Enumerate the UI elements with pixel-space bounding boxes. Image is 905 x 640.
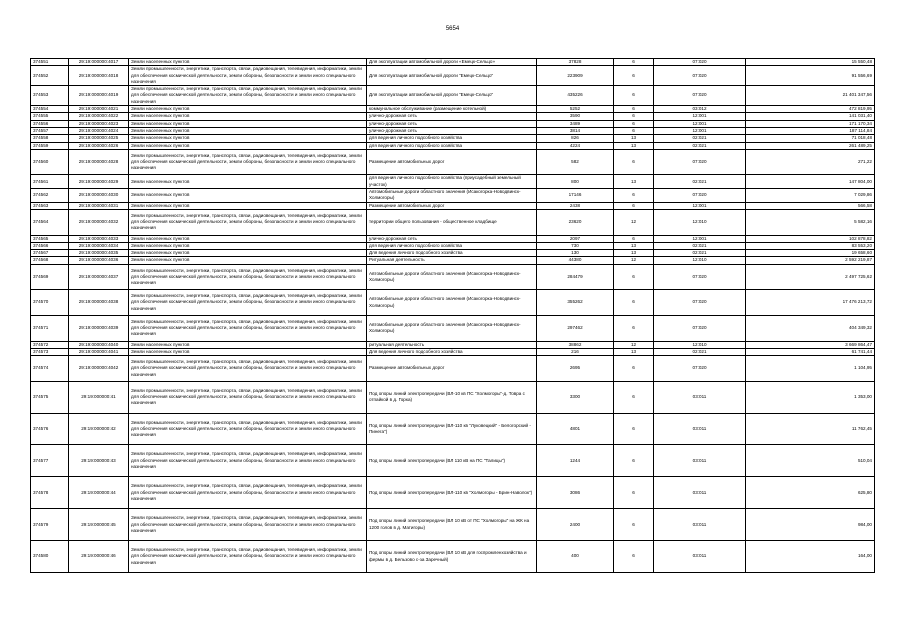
cadastral-cost-cell: 61 741,44 (746, 348, 875, 355)
table-row (31, 120, 875, 127)
zone-cell: 12 (614, 209, 654, 235)
zone-cell: 6 (614, 86, 654, 106)
land-category-cell: Земли населенных пунктов (129, 348, 367, 355)
cadastral-cost-cell: 5 582,16 (746, 209, 875, 235)
permitted-use-cell: коммунальное обслуживание (размещение котельной) (367, 106, 537, 113)
area-cell: 4224 (537, 142, 614, 149)
cadastral-number-cell: 29:19:000000:4042 (69, 356, 129, 382)
zone-cell: 6 (614, 120, 654, 127)
area-cell: 23620 (537, 209, 614, 235)
cadastral-number-cell: 29:19:000000:4025 (69, 135, 129, 142)
zone-cell: 13 (614, 242, 654, 249)
cadastral-number-cell: 29:19:000000:42 (69, 413, 129, 445)
use-code-cell: 07:020 (654, 59, 746, 66)
cadastral-table (30, 58, 875, 573)
table-row (31, 257, 875, 264)
area-cell: 3590 (537, 113, 614, 120)
cadastral-cost-cell: 171 170,34 (746, 120, 875, 127)
zone-cell: 6 (614, 235, 654, 242)
use-code-cell: 07:020 (654, 189, 746, 203)
use-code-cell: 02:021 (654, 175, 746, 189)
zone-cell: 6 (614, 59, 654, 66)
permitted-use-cell: улично-дорожная сеть (367, 127, 537, 134)
land-category-cell: Земли промышленности, энергетики, транспорта, связи, радиовещания, телевидения, информатики, земли для обеспечения космической деятельности, земли обороны, безопасности и земли иного специального назначения (129, 66, 367, 86)
area-cell: 730 (537, 242, 614, 249)
table-row (31, 149, 875, 175)
use-code-cell: 07:020 (654, 315, 746, 341)
area-cell: 223909 (537, 66, 614, 86)
permitted-use-cell: Автомобильные дороги областного значения (Исакогорка-Новодвинск-Холмогоры) (367, 189, 537, 203)
area-cell: 2097 (537, 235, 614, 242)
use-code-cell: 07:020 (654, 290, 746, 316)
permitted-use-cell: Под опоры линий электропередачи (ВЛ-110 кв "Холмогоры - Брин-Наволок") (367, 477, 537, 509)
land-category-cell: Земли населенных пунктов (129, 235, 367, 242)
cadastral-number-cell: 29:19:000000:44 (69, 477, 129, 509)
land-category-cell: Земли промышленности, энергетики, транспорта, связи, радиовещания, телевидения, информатики, земли для обеспечения космической деятельности, земли обороны, безопасности и земли иного специального назначения (129, 509, 367, 541)
table-row (31, 235, 875, 242)
cadastral-number-cell: 29:19:000000:4039 (69, 315, 129, 341)
area-cell: 297462 (537, 315, 614, 341)
cadastral-cost-cell: 7 029,86 (746, 189, 875, 203)
area-cell: 582 (537, 149, 614, 175)
land-category-cell: Земли населенных пунктов (129, 202, 367, 209)
cadastral-number-cell: 29:19:000000:4021 (69, 106, 129, 113)
zone-cell: 6 (614, 149, 654, 175)
row-number-cell: 374567 (31, 250, 69, 257)
permitted-use-cell: Автомобильные дороги областного значения (Исакогорка-Новодвинск-Холмогоры) (367, 290, 537, 316)
cadastral-cost-cell: 164,00 (746, 541, 875, 573)
cadastral-number-cell: 29:19:000000:4017 (69, 59, 129, 66)
cadastral-number-cell: 29:19:000000:41 (69, 381, 129, 413)
permitted-use-cell: для ведения личного подсобного хозяйства (367, 135, 537, 142)
land-category-cell: Земли населенных пунктов (129, 189, 367, 203)
cadastral-number-cell: 29:19:000000:43 (69, 445, 129, 477)
area-cell: 3814 (537, 127, 614, 134)
table-row (31, 381, 875, 413)
cadastral-number-cell: 29:19:000000:4037 (69, 264, 129, 290)
row-number-cell: 374569 (31, 264, 69, 290)
row-number-cell: 374576 (31, 413, 69, 445)
row-number-cell: 374560 (31, 149, 69, 175)
cadastral-cost-cell: 3 669 864,47 (746, 341, 875, 348)
land-category-cell: Земли промышленности, энергетики, транспорта, связи, радиовещания, телевидения, информатики, земли для обеспечения космической деятельности, земли обороны, безопасности и земли иного специального назначения (129, 264, 367, 290)
cadastral-cost-cell: 187 114,84 (746, 127, 875, 134)
use-code-cell: 12:010 (654, 257, 746, 264)
land-category-cell: Земли населенных пунктов (129, 59, 367, 66)
permitted-use-cell: Для эксплуатации автомобильной дороги "Емецк-Сельцо" (367, 86, 537, 106)
table-row (31, 175, 875, 189)
cadastral-cost-cell: 11 762,45 (746, 413, 875, 445)
row-number-cell: 374566 (31, 242, 69, 249)
zone-cell: 6 (614, 202, 654, 209)
table-row (31, 290, 875, 316)
land-category-cell: Земли населенных пунктов (129, 120, 367, 127)
permitted-use-cell: улично-дорожная сеть (367, 113, 537, 120)
permitted-use-cell: Размещение автомобильных дорог (367, 356, 537, 382)
row-number-cell: 374555 (31, 113, 69, 120)
permitted-use-cell: Для ведения личного подсобного хозяйства (367, 348, 537, 355)
table-row (31, 86, 875, 106)
area-cell: 2400 (537, 509, 614, 541)
land-category-cell: Земли населенных пунктов (129, 257, 367, 264)
cadastral-cost-cell: 17 476 213,72 (746, 290, 875, 316)
cadastral-number-cell: 29:19:000000:4029 (69, 175, 129, 189)
zone-cell: 6 (614, 264, 654, 290)
cadastral-number-cell: 29:19:000000:4041 (69, 348, 129, 355)
zone-cell: 6 (614, 477, 654, 509)
land-category-cell: Земли населенных пунктов (129, 175, 367, 189)
table-row (31, 356, 875, 382)
cadastral-number-cell: 29:19:000000:4024 (69, 127, 129, 134)
permitted-use-cell: Автомобильные дороги областного значения (Исакогорка-Новодвинск-Холмогоры) (367, 315, 537, 341)
cadastral-number-cell: 29:19:000000:4033 (69, 235, 129, 242)
row-number-cell: 374578 (31, 477, 69, 509)
permitted-use-cell: Для эксплуатации автомобильной дороги "Емецк-Сельцо" (367, 66, 537, 86)
use-code-cell: 12:001 (654, 202, 746, 209)
land-category-cell: Земли населенных пунктов (129, 242, 367, 249)
cadastral-cost-cell: 404 349,32 (746, 315, 875, 341)
zone-cell: 6 (614, 66, 654, 86)
row-number-cell: 374573 (31, 348, 69, 355)
cadastral-cost-cell: 19 658,60 (746, 250, 875, 257)
cadastral-cost-cell: 15 550,48 (746, 59, 875, 66)
row-number-cell: 374571 (31, 315, 69, 341)
zone-cell: 6 (614, 106, 654, 113)
zone-cell: 6 (614, 381, 654, 413)
cadastral-number-cell: 29:19:000000:4019 (69, 86, 129, 106)
land-category-cell: Земли промышленности, энергетики, транспорта, связи, радиовещания, телевидения, информатики, земли для обеспечения космической деятельности, земли обороны, безопасности и земли иного специального назначения (129, 445, 367, 477)
use-code-cell: 12:001 (654, 113, 746, 120)
use-code-cell: 12:001 (654, 235, 746, 242)
area-cell: 44380 (537, 257, 614, 264)
land-category-cell: Земли населенных пунктов (129, 106, 367, 113)
table-row (31, 250, 875, 257)
permitted-use-cell: для ведения личного подсобного хозяйства (367, 142, 537, 149)
zone-cell: 6 (614, 356, 654, 382)
table-row (31, 142, 875, 149)
use-code-cell: 03:011 (654, 413, 746, 445)
zone-cell: 13 (614, 348, 654, 355)
area-cell: 800 (537, 175, 614, 189)
land-category-cell: Земли населенных пунктов (129, 250, 367, 257)
row-number-cell: 374557 (31, 127, 69, 134)
zone-cell: 12 (614, 341, 654, 348)
cadastral-number-cell: 29:19:000000:4026 (69, 142, 129, 149)
zone-cell: 6 (614, 413, 654, 445)
row-number-cell: 374561 (31, 175, 69, 189)
use-code-cell: 02:021 (654, 250, 746, 257)
use-code-cell: 03:011 (654, 477, 746, 509)
use-code-cell: 12:010 (654, 209, 746, 235)
permitted-use-cell: Ритуальная деятельность (367, 257, 537, 264)
land-category-cell: Земли промышленности, энергетики, транспорта, связи, радиовещания, телевидения, информатики, земли для обеспечения космической деятельности, земли обороны, безопасности и земли иного специального назначения (129, 413, 367, 445)
zone-cell: 13 (614, 175, 654, 189)
land-category-cell: Земли промышленности, энергетики, транспорта, связи, радиовещания, телевидения, информатики, земли для обеспечения космической деятельности, земли обороны, безопасности и земли иного специального назначения (129, 315, 367, 341)
area-cell: 216 (537, 348, 614, 355)
row-number-cell: 374565 (31, 235, 69, 242)
land-category-cell: Земли населенных пунктов (129, 135, 367, 142)
area-cell: 284479 (537, 264, 614, 290)
cadastral-number-cell: 29:19:000000:4034 (69, 242, 129, 249)
row-number-cell: 374558 (31, 135, 69, 142)
cadastral-cost-cell: 984,00 (746, 509, 875, 541)
cadastral-number-cell: 29:19:000000:4035 (69, 250, 129, 257)
cadastral-number-cell: 29:19:000000:4028 (69, 149, 129, 175)
area-cell: 355262 (537, 290, 614, 316)
use-code-cell: 07:020 (654, 356, 746, 382)
row-number-cell: 374577 (31, 445, 69, 477)
cadastral-cost-cell: 261 489,25 (746, 142, 875, 149)
use-code-cell: 03:011 (654, 381, 746, 413)
table-row (31, 341, 875, 348)
land-category-cell: Земли населенных пунктов (129, 113, 367, 120)
cadastral-cost-cell: 91 556,69 (746, 66, 875, 86)
land-category-cell: Земли промышленности, энергетики, транспорта, связи, радиовещания, телевидения, информатики, земли для обеспечения космической деятельности, земли обороны, безопасности и земли иного специального назначения (129, 477, 367, 509)
use-code-cell: 02:021 (654, 348, 746, 355)
table-row (31, 413, 875, 445)
table-row (31, 242, 875, 249)
cadastral-cost-cell: 102 878,82 (746, 235, 875, 242)
zone-cell: 6 (614, 127, 654, 134)
table-row (31, 189, 875, 203)
cadastral-cost-cell: 566,58 (746, 202, 875, 209)
row-number-cell: 374572 (31, 341, 69, 348)
use-code-cell: 03:011 (654, 509, 746, 541)
table-row (31, 541, 875, 573)
zone-cell: 6 (614, 315, 654, 341)
cadastral-cost-cell: 21 401 347,56 (746, 86, 875, 106)
permitted-use-cell: Для ведения личного подсобного хозяйства (367, 250, 537, 257)
cadastral-cost-cell: 271,22 (746, 149, 875, 175)
permitted-use-cell: для ведения личного подсобного хозяйства (367, 242, 537, 249)
area-cell: 435226 (537, 86, 614, 106)
cadastral-cost-cell: 1 104,95 (746, 356, 875, 382)
row-number-cell: 374579 (31, 509, 69, 541)
permitted-use-cell: Размещение автомобильных дорог (367, 149, 537, 175)
area-cell: 38862 (537, 341, 614, 348)
table-row (31, 477, 875, 509)
zone-cell: 6 (614, 189, 654, 203)
permitted-use-cell: Под опоры линий электропередачи (ВЛ-10 кв ПС "Холмогоры"-д. Товра с отпайкой в д. Горка) (367, 381, 537, 413)
area-cell: 37828 (537, 59, 614, 66)
area-cell: 130 (537, 250, 614, 257)
land-category-cell: Земли населенных пунктов (129, 127, 367, 134)
cadastral-number-cell: 29:19:000000:4031 (69, 202, 129, 209)
land-category-cell: Земли промышленности, энергетики, транспорта, связи, радиовещания, телевидения, информатики, земли для обеспечения космической деятельности, земли обороны, безопасности и земли иного специального назначения (129, 149, 367, 175)
cadastral-cost-cell: 147 804,00 (746, 175, 875, 189)
permitted-use-cell: ритуальная деятельность (367, 341, 537, 348)
cadastral-number-cell: 29:19:000000:4022 (69, 113, 129, 120)
row-number-cell: 374551 (31, 59, 69, 66)
use-code-cell: 12:001 (654, 120, 746, 127)
table-row (31, 66, 875, 86)
land-category-cell: Земли промышленности, энергетики, транспорта, связи, радиовещания, телевидения, информатики, земли для обеспечения космической деятельности, земли обороны, безопасности и земли иного специального назначения (129, 209, 367, 235)
land-category-cell: Земли промышленности, энергетики, транспорта, связи, радиовещания, телевидения, информатики, земли для обеспечения космической деятельности, земли обороны, безопасности и земли иного специального назначения (129, 356, 367, 382)
permitted-use-cell: Под опоры линий электропередачи (ВЛ 10 кВ для госпромленхозяйства и фермы в д. Бельзово с-за Заречный) (367, 541, 537, 573)
cadastral-number-cell: 29:19:000000:4023 (69, 120, 129, 127)
table-row (31, 509, 875, 541)
zone-cell: 6 (614, 290, 654, 316)
zone-cell: 13 (614, 250, 654, 257)
cadastral-number-cell: 29:19:000000:4040 (69, 341, 129, 348)
cadastral-cost-cell: 2 592 219,87 (746, 257, 875, 264)
use-code-cell: 03:012 (654, 106, 746, 113)
cadastral-number-cell: 29:19:000000:46 (69, 541, 129, 573)
cadastral-cost-cell: 472 819,95 (746, 106, 875, 113)
table-row (31, 106, 875, 113)
cadastral-cost-cell: 1 353,00 (746, 381, 875, 413)
permitted-use-cell: Для эксплуатации автомобильной дороги «Емецк-Сельцо» (367, 59, 537, 66)
area-cell: 3300 (537, 381, 614, 413)
row-number-cell: 374574 (31, 356, 69, 382)
use-code-cell: 07:020 (654, 86, 746, 106)
row-number-cell: 374552 (31, 66, 69, 86)
use-code-cell: 02:021 (654, 142, 746, 149)
cadastral-cost-cell: 141 031,40 (746, 113, 875, 120)
land-category-cell: Земли промышленности, энергетики, транспорта, связи, радиовещания, телевидения, информатики, земли для обеспечения космической деятельности, земли обороны, безопасности и земли иного специального назначения (129, 290, 367, 316)
permitted-use-cell: Под опоры линий электропередачи (ВЛ 10 кВ от ПС "Холмогоры" на ЖК на 1200 голов в д. Матигоры) (367, 509, 537, 541)
use-code-cell: 07:020 (654, 149, 746, 175)
table-row (31, 59, 875, 66)
zone-cell: 13 (614, 135, 654, 142)
row-number-cell: 374553 (31, 86, 69, 106)
area-cell: 2438 (537, 202, 614, 209)
area-cell: 17146 (537, 189, 614, 203)
cadastral-cost-cell: 2 497 725,62 (746, 264, 875, 290)
area-cell: 3489 (537, 120, 614, 127)
land-category-cell: Земли промышленности, энергетики, транспорта, связи, радиовещания, телевидения, информатики, земли для обеспечения космической деятельности, земли обороны, безопасности и земли иного специального назначения (129, 86, 367, 106)
use-code-cell: 03:011 (654, 541, 746, 573)
permitted-use-cell: Под опоры линий электропередачи (ВЛ-110 кв "Луковецкий" - Белогорский - Пинега") (367, 413, 537, 445)
page-number: 5654 (445, 26, 460, 32)
use-code-cell: 02:021 (654, 135, 746, 142)
permitted-use-cell: Под опоры линий электропередачи (ВЛ 110 кВ на ПС "Талицы") (367, 445, 537, 477)
cadastral-number-cell: 29:19:000000:4018 (69, 66, 129, 86)
row-number-cell: 374556 (31, 120, 69, 127)
row-number-cell: 374570 (31, 290, 69, 316)
table-row (31, 264, 875, 290)
permitted-use-cell: территории общего пользования - общественное кладбище (367, 209, 537, 235)
permitted-use-cell: для ведения личного подсобного хозяйства (приусадебный земельный участок) (367, 175, 537, 189)
area-cell: 5252 (537, 106, 614, 113)
cadastral-cost-cell: 71 018,48 (746, 135, 875, 142)
use-code-cell: 12:010 (654, 341, 746, 348)
zone-cell: 12 (614, 257, 654, 264)
row-number-cell: 374554 (31, 106, 69, 113)
land-category-cell: Земли населенных пунктов (129, 341, 367, 348)
cadastral-cost-cell: 510,04 (746, 445, 875, 477)
permitted-use-cell: улично-дорожная сеть (367, 120, 537, 127)
area-cell: 826 (537, 135, 614, 142)
table-row (31, 113, 875, 120)
cadastral-number-cell: 29:19:000000:4032 (69, 209, 129, 235)
row-number-cell: 374580 (31, 541, 69, 573)
zone-cell: 6 (614, 445, 654, 477)
row-number-cell: 374563 (31, 202, 69, 209)
cadastral-cost-cell: 83 553,20 (746, 242, 875, 249)
row-number-cell: 374568 (31, 257, 69, 264)
table-row (31, 348, 875, 355)
use-code-cell: 07:020 (654, 264, 746, 290)
zone-cell: 6 (614, 541, 654, 573)
row-number-cell: 374562 (31, 189, 69, 203)
cadastral-number-cell: 29:19:000000:4038 (69, 290, 129, 316)
row-number-cell: 374564 (31, 209, 69, 235)
cadastral-number-cell: 29:19:000000:4030 (69, 189, 129, 203)
permitted-use-cell: улично-дорожная сеть (367, 235, 537, 242)
cadastral-cost-cell: 625,80 (746, 477, 875, 509)
table-row (31, 135, 875, 142)
land-category-cell: Земли промышленности, энергетики, транспорта, связи, радиовещания, телевидения, информатики, земли для обеспечения космической деятельности, земли обороны, безопасности и земли иного специального назначения (129, 541, 367, 573)
use-code-cell: 02:021 (654, 242, 746, 249)
area-cell: 1244 (537, 445, 614, 477)
land-category-cell: Земли промышленности, энергетики, транспорта, связи, радиовещания, телевидения, информатики, земли для обеспечения космической деятельности, земли обороны, безопасности и земли иного специального назначения (129, 381, 367, 413)
area-cell: 2695 (537, 356, 614, 382)
table-row (31, 202, 875, 209)
cadastral-number-cell: 29:19:000000:45 (69, 509, 129, 541)
use-code-cell: 12:001 (654, 127, 746, 134)
permitted-use-cell: Размещение автомобильных дорог (367, 202, 537, 209)
permitted-use-cell: Автомобильные дороги областного значения (Исакогорка-Новодвинск-Холмогоры) (367, 264, 537, 290)
cadastral-number-cell: 29:19:000000:4036 (69, 257, 129, 264)
row-number-cell: 374575 (31, 381, 69, 413)
area-cell: 4801 (537, 413, 614, 445)
table-body (31, 59, 875, 573)
table-row (31, 315, 875, 341)
zone-cell: 6 (614, 509, 654, 541)
zone-cell: 6 (614, 113, 654, 120)
use-code-cell: 07:020 (654, 66, 746, 86)
use-code-cell: 03:011 (654, 445, 746, 477)
zone-cell: 13 (614, 142, 654, 149)
table-row (31, 445, 875, 477)
area-cell: 3086 (537, 477, 614, 509)
land-category-cell: Земли населенных пунктов (129, 142, 367, 149)
row-number-cell: 374559 (31, 142, 69, 149)
area-cell: 400 (537, 541, 614, 573)
table-row (31, 209, 875, 235)
table-row (31, 127, 875, 134)
